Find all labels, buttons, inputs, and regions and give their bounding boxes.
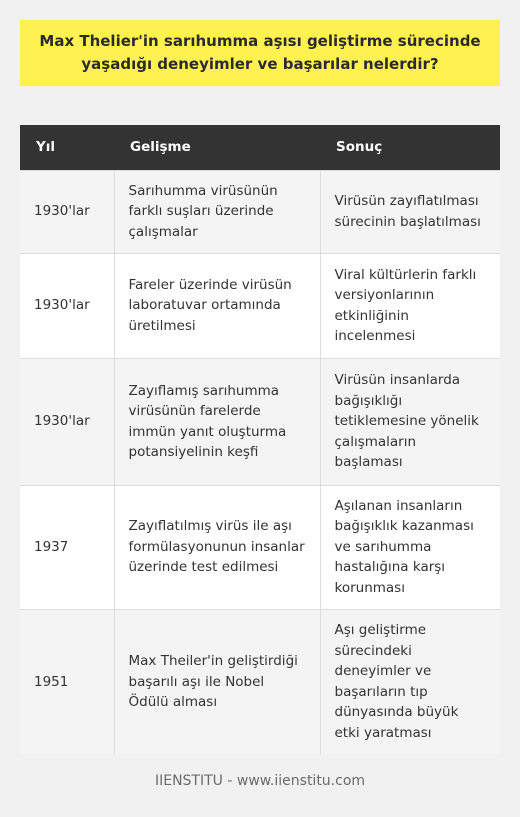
cell-result: Aşılanan insanların bağışıklık kazanması ve sarıhumma hastalığına karşı korunması [320,485,500,609]
cell-result: Aşı geliştirme sürecindeki deneyimler ve başarıların tıp dünyasında büyük etki yaratması [320,609,500,754]
table-row [20,485,500,609]
cell-year: 1937 [20,485,114,609]
cell-result: Virüsün zayıflatılması sürecinin başlatılması [320,170,500,253]
cell-development: Sarıhumma virüsünün farklı suşları üzerinde çalışmalar [114,170,320,253]
table-row [20,170,500,253]
cell-year: 1951 [20,609,114,754]
cell-year: 1930'lar [20,253,114,358]
title-banner [20,20,500,86]
cell-development: Fareler üzerinde virüsün laboratuvar ortamında üretilmesi [114,253,320,358]
header-development: Gelişme [114,125,320,170]
cell-year: 1930'lar [20,170,114,253]
page-title: Max Thelier'in sarıhumma aşısı geliştirme sürecinde yaşadığı deneyimler ve başarılar nelerdir? [39,32,481,73]
header-result: Sonuç [320,125,500,170]
cell-development: Max Theiler'in geliştirdiği başarılı aşı ile Nobel Ödülü alması [114,609,320,754]
cell-development: Zayıflatılmış virüs ile aşı formülasyonunun insanlar üzerinde test edilmesi [114,485,320,609]
cell-development: Zayıflamış sarıhumma virüsünün farelerde immün yanıt oluşturma potansiyelinin keşfi [114,358,320,485]
table-header-row [20,125,500,170]
cell-year: 1930'lar [20,358,114,485]
table-row [20,253,500,358]
footer-credit: IIENSTITU - www.iienstitu.com [154,773,366,789]
table-row [20,609,500,754]
table-row [20,358,500,485]
cell-result: Viral kültürlerin farklı versiyonlarının etkinliğinin incelenmesi [320,253,500,358]
header-year: Yıl [20,125,114,170]
timeline-table [20,125,500,754]
cell-result: Virüsün insanlarda bağışıklığı tetiklemesine yönelik çalışmaların başlaması [320,358,500,485]
